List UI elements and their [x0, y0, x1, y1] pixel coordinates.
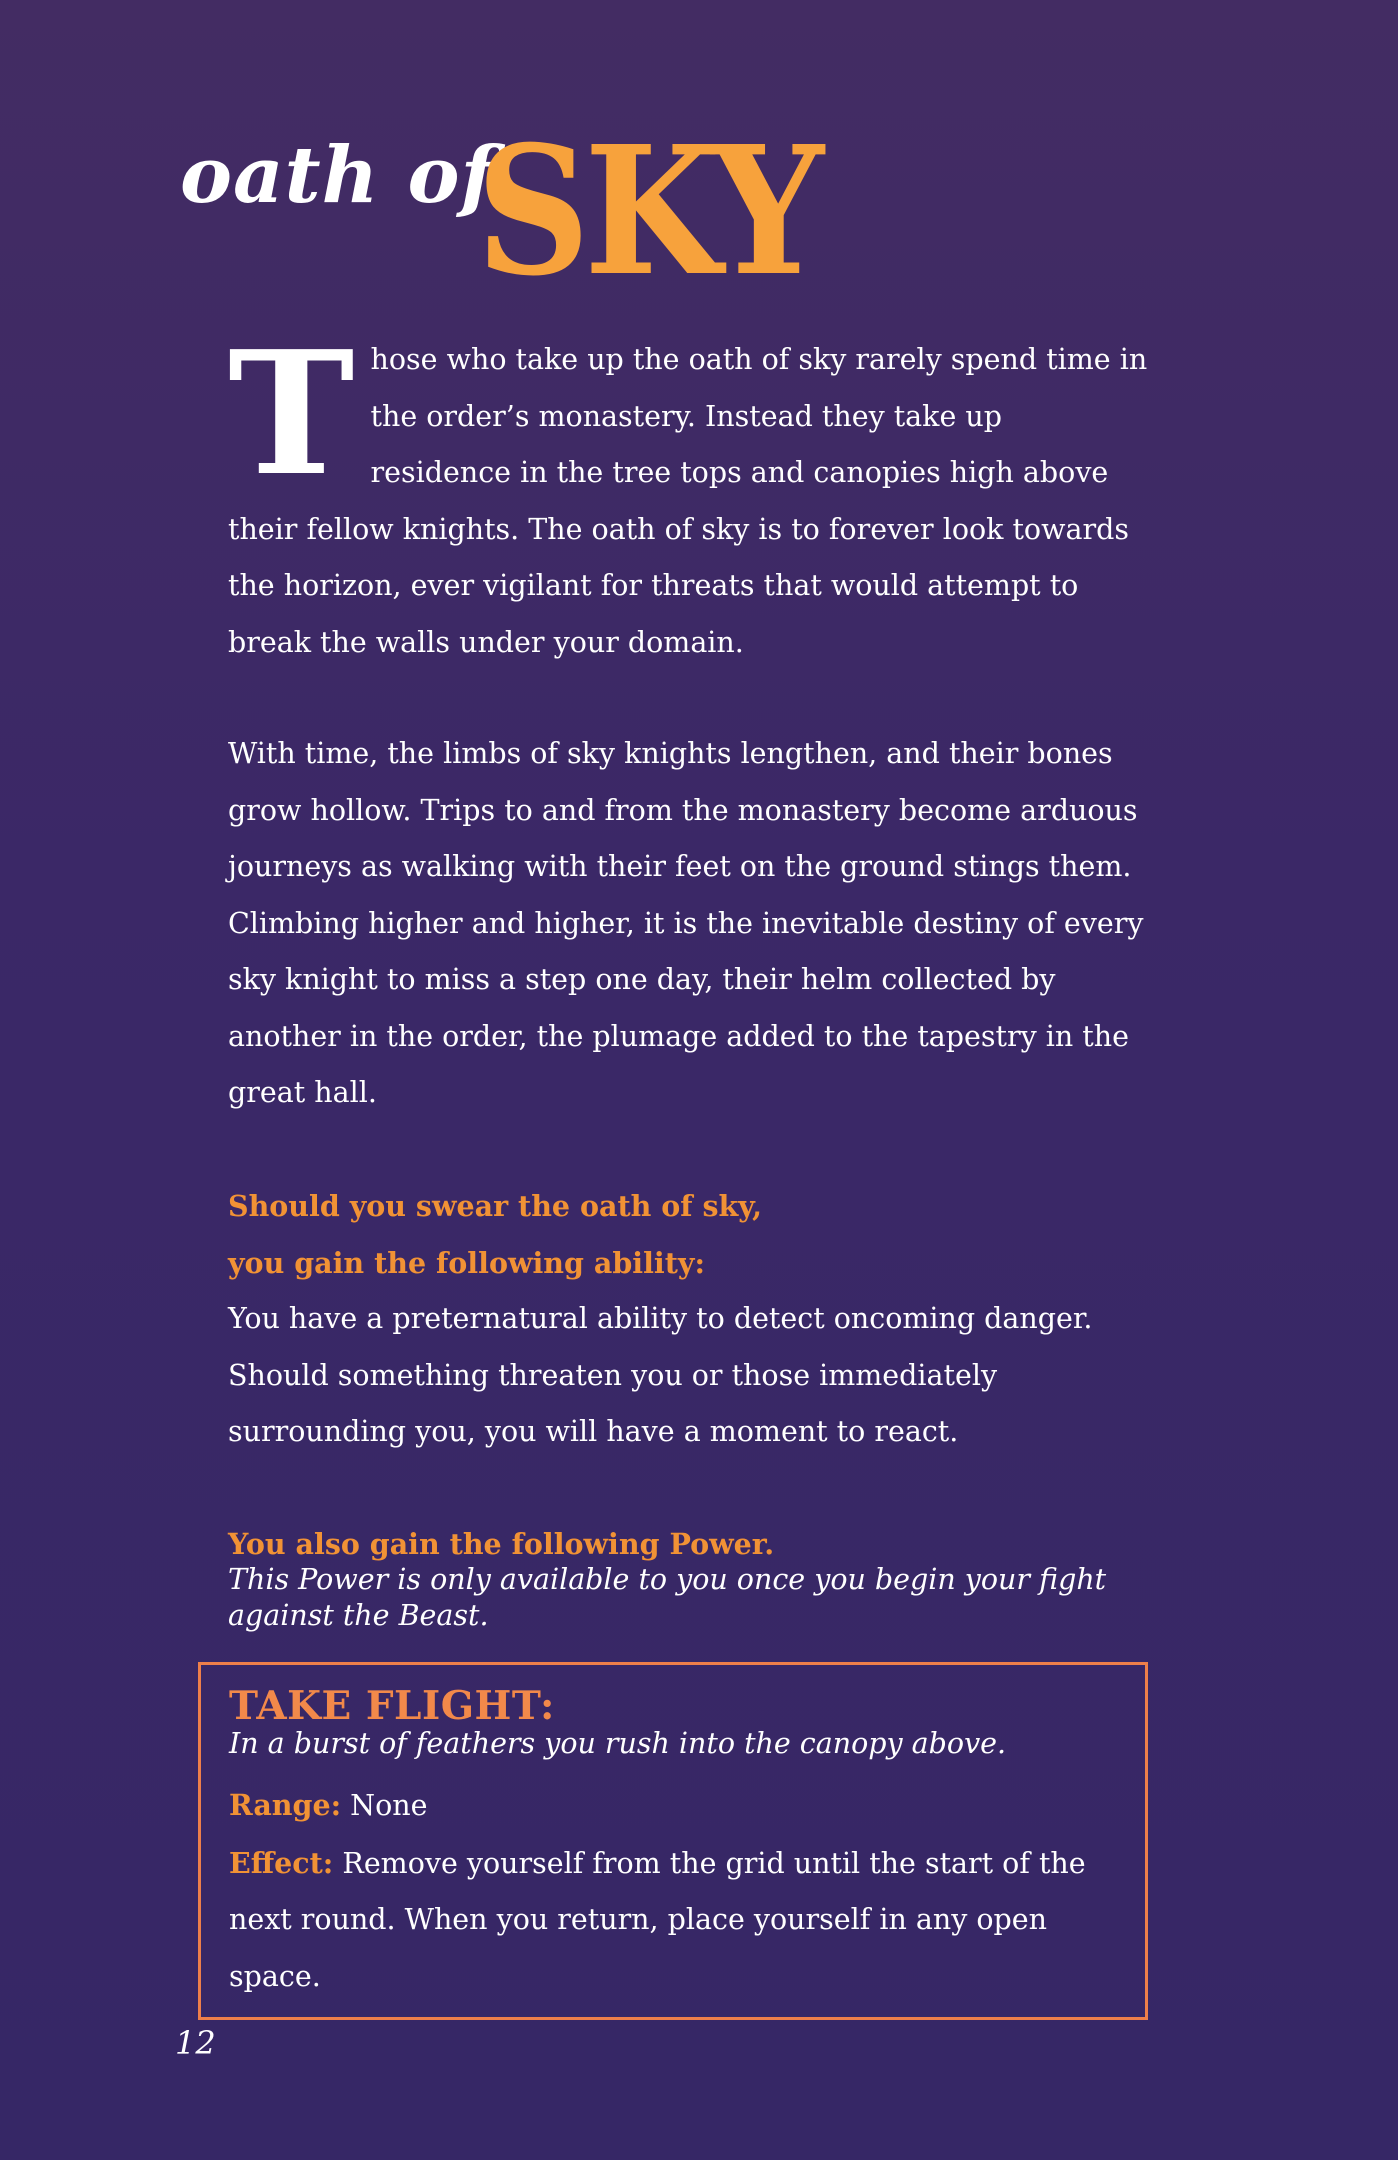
page-title: [180, 108, 1080, 316]
ability-heading-line2: you gain the following ability:: [228, 1245, 705, 1280]
ability-heading-line1: Should you swear the oath of sky,: [228, 1189, 762, 1223]
ability-section: [228, 1178, 1148, 1461]
power-range: [229, 1777, 1109, 1835]
power-name: TAKE FLIGHT:: [229, 1683, 555, 1729]
range-label: Range:: [229, 1788, 342, 1822]
power-intro-note: This Power is only available to you once you begin your fight against the Beast.: [228, 1563, 1107, 1632]
power-card: [198, 1662, 1148, 2020]
range-value: None: [350, 1789, 428, 1822]
power-effect: [229, 1835, 1109, 2006]
intro-text: hose who take up the oath of sky rarely spend time in the order’s monastery. Instead they take up residence in the tree tops and canopies high above their fellow knights. The oath of sky is to forever look towards the horizon, ever vigilant for threats that would attempt to break the walls under your domain.: [228, 343, 1148, 659]
drop-cap: T: [228, 314, 355, 514]
effect-value: Remove yourself from the grid until the start of the next round. When you return, place yourself in any open space.: [229, 1846, 1086, 1993]
intro-paragraph: [228, 314, 1148, 671]
ability-text: You have a preternatural ability to detect oncoming danger. Should something threaten you or those immediately surrounding you, you will have a moment to react.: [228, 1302, 1093, 1448]
title-prefix: oath of: [180, 130, 496, 221]
power-intro: [228, 1526, 1148, 1634]
title-main: SKY: [476, 108, 818, 316]
lore-paragraph: With time, the limbs of sky knights lengthen, and their bones grow hollow. Trips to and from the monastery become arduous journeys as walking with their feet on the ground stings them. Climbing higher and higher, it is the inevitable destiny of every sky knight to miss a step one day, their helm collected by another in the order, the plumage added to the tapestry in the great hall.: [228, 737, 1144, 1109]
power-details: [229, 1777, 1109, 2005]
effect-label: Effect:: [229, 1845, 334, 1880]
power-intro-heading: You also gain the following Power.: [228, 1527, 775, 1561]
power-description: In a burst of feathers you rush into the canopy above.: [229, 1727, 1007, 1760]
page-number: 12: [175, 2024, 216, 2062]
